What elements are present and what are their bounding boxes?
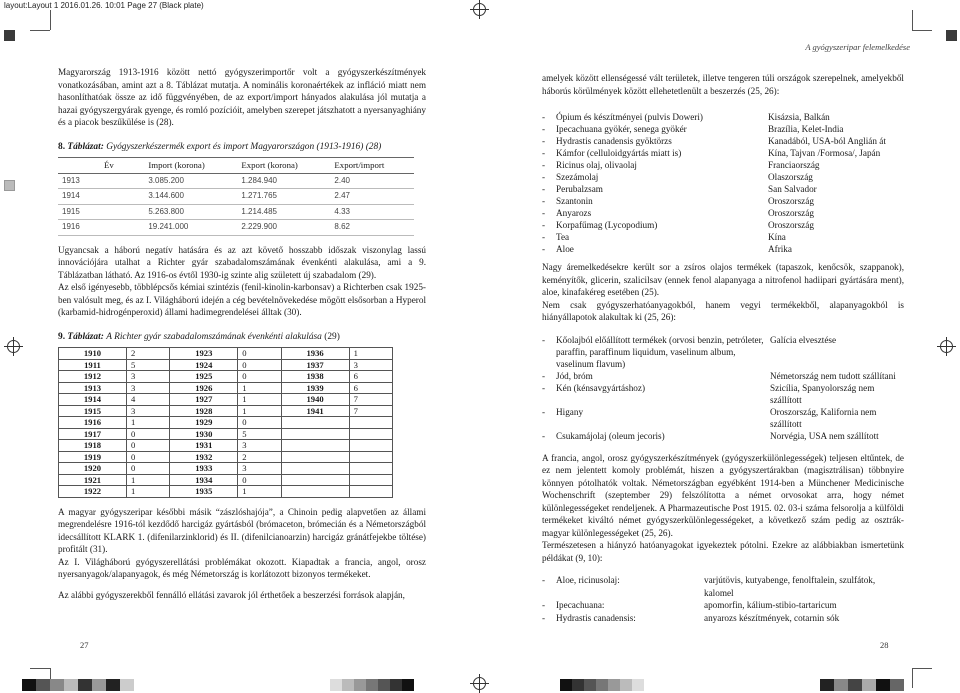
- list-item: [542, 574, 904, 599]
- list-item-value: Kína: [768, 232, 786, 242]
- table-cell: 0: [126, 440, 169, 452]
- list-item-label: Hydrastis canadensis:: [556, 612, 636, 623]
- table-cell: 1926: [170, 382, 238, 394]
- list-dash: -: [542, 600, 546, 610]
- list-item: [542, 430, 904, 442]
- list-dash: -: [542, 575, 546, 585]
- page-number-left: 27: [80, 640, 89, 650]
- table-cell: 3.085.200: [144, 173, 237, 189]
- table-row: [59, 417, 393, 429]
- list-item: [542, 111, 904, 123]
- table-cell: 2: [238, 451, 281, 463]
- table-9: [58, 347, 393, 498]
- crop-line: [912, 10, 913, 30]
- list-item-label: Aloe, ricinusolaj:: [556, 575, 620, 585]
- list-item-value: Afrika: [768, 244, 792, 254]
- list-item-label: Kőolajból előállított termékek (orvosi benzin, petróleter, paraffin, paraffinum liquidum, vaselinum album, vaselinum flavum): [556, 334, 764, 369]
- list-item-label: Kámfor (celluloidgyártás miatt is): [556, 148, 682, 158]
- list-dash: -: [542, 208, 546, 218]
- table-row: [58, 173, 414, 189]
- table-cell: 1941: [281, 405, 349, 417]
- table-label: Táblázat:: [67, 141, 104, 152]
- table-row: [59, 451, 393, 463]
- table-cell: 0: [126, 451, 169, 463]
- crop-square-icon: [4, 30, 15, 41]
- table-cell: 7: [349, 394, 392, 406]
- table-cell: 1932: [170, 451, 238, 463]
- table-row: [59, 405, 393, 417]
- color-bar-left: [22, 679, 134, 691]
- table-cell: 0: [238, 474, 281, 486]
- list-item-value: Franciaország: [768, 160, 820, 170]
- table-row: [58, 220, 414, 236]
- paragraph: Az I. Világháború gyógyszerellátási problémákat okozott. Kiapadtak a francia, angol, orosz nyersanyagok/alapanyagok, és még Németország is korlátozott bizonyos termékeket.: [58, 556, 426, 579]
- table-cell: 1937: [281, 359, 349, 371]
- table-cell: 1.271.765: [237, 189, 330, 205]
- table-cell: 1: [126, 486, 169, 498]
- list-item-label: Anyarozs: [556, 208, 592, 218]
- table-cell: 1934: [170, 474, 238, 486]
- table-cell: 1933: [170, 463, 238, 475]
- list-item-value: Szicília, Spanyolország nem szállított: [770, 382, 875, 405]
- list-item-label: Hydrastis canadensis gyöktörzs: [556, 136, 672, 146]
- list-item: [542, 159, 904, 171]
- table-cell: 5.263.800: [144, 204, 237, 220]
- list-item-value: Olaszország: [768, 172, 813, 182]
- list-item: [542, 334, 904, 370]
- table-cell: 1919: [59, 451, 127, 463]
- table-reference: (29): [324, 331, 340, 342]
- column-header: Export (korona): [237, 158, 330, 174]
- table-8-caption: [58, 141, 426, 154]
- registration-mark-icon: [473, 677, 486, 690]
- list-item-label: Korpafűmag (Lycopodium): [556, 220, 658, 230]
- color-bar-right: [560, 679, 644, 691]
- list-item-value: Oroszország, Kalifornia nem szállított: [770, 406, 877, 429]
- table-cell: 1929: [170, 417, 238, 429]
- table-number: 8.: [58, 141, 66, 152]
- list-dash: -: [542, 232, 546, 242]
- substitute-list: [542, 574, 904, 624]
- list-item-label: Jód, bróm: [556, 370, 593, 381]
- list-item: [542, 219, 904, 231]
- table-cell: 2.229.900: [237, 220, 330, 236]
- paragraph: Ugyancsak a háború negatív hatására és az azt követő hosszabb időszak viszonylag lassú innovációjára utalhat a Richter gyár szabadalomszámának évenkénti alakulása, ami a 9. Táblázatban látható. Az 1916-os évtől 1930-ig szinte alig született új szabadalom (29).: [58, 244, 426, 280]
- table-cell: 1928: [170, 405, 238, 417]
- table-cell: 5: [126, 359, 169, 371]
- list-dash: -: [542, 370, 546, 381]
- table-label: Táblázat:: [67, 331, 104, 342]
- list-item-value: San Salvador: [768, 184, 817, 194]
- list-dash: -: [542, 244, 546, 254]
- list-dash: -: [542, 382, 546, 393]
- crop-line: [30, 30, 50, 31]
- table-cell: 3: [238, 463, 281, 475]
- table-number: 9.: [58, 331, 66, 342]
- list-item: [542, 135, 904, 147]
- list-item-label: Ipecachuana gyökér, senega gyökér: [556, 124, 687, 134]
- list-item-value: apomorfin, kálium-stibio-tartaricum: [704, 600, 837, 610]
- table-cell: [281, 463, 349, 475]
- table-cell: 1: [126, 417, 169, 429]
- table-cell: [349, 440, 392, 452]
- table-cell: 1913: [58, 173, 144, 189]
- list-item: [542, 183, 904, 195]
- chemical-shortage-list: [542, 334, 904, 442]
- table-cell: [281, 417, 349, 429]
- list-item-value: varjútövis, kutyabenge, fenolftalein, szulfátok, kalomel: [704, 575, 876, 598]
- table-cell: [281, 451, 349, 463]
- list-item: [542, 243, 904, 255]
- table-title: A Richter gyár szabadalomszámának évenkénti alakulása: [106, 331, 322, 342]
- crop-line: [912, 668, 913, 688]
- list-item: [542, 195, 904, 207]
- table-row: [59, 348, 393, 360]
- list-dash: -: [542, 112, 546, 122]
- list-item: [542, 612, 904, 625]
- list-item: [542, 599, 904, 612]
- list-item-label: Perubalzsam: [556, 184, 603, 194]
- table-cell: 5: [238, 428, 281, 440]
- table-cell: 1918: [59, 440, 127, 452]
- table-cell: 1939: [281, 382, 349, 394]
- table-cell: 1936: [281, 348, 349, 360]
- table-cell: 4: [126, 394, 169, 406]
- table-cell: [349, 451, 392, 463]
- table-cell: 1921: [59, 474, 127, 486]
- table-cell: 0: [126, 428, 169, 440]
- paragraph: A magyar gyógyszeripar későbbi másik “zászlóshajója”, a Chinoin pedig alapvetően az állami megrendelésre 1916-tól kezdődő harcigáz gyártásból (brómaceton, brómecián és a Németországból idecsállított KLARK 1. (difenilarzinklorid) és II. (difenilcianoarzin) harcigáz gránátfejekbe töltése) profitált (31).: [58, 506, 426, 554]
- table-cell: 1922: [59, 486, 127, 498]
- table-cell: 1940: [281, 394, 349, 406]
- table-cell: 1935: [170, 486, 238, 498]
- list-item-value: Kína, Tajvan /Formosa/, Japán: [768, 148, 881, 158]
- paragraph: Magyarország 1913-1916 között nettó gyógyszerimportőr volt a gyógyszerkészítmények vonatkozásában, amint azt a 8. Táblázat mutatja. A nominális koronaértékek az infláció miatt nem hasonlíthatóak össze az idő függvényében, de az export/import hányados alakulása jól mutatja a hazai gyógyszergyárak gyenge, és romló pozícióit, amelyben szerepet játszhatott a nyersanyaghiány és a piacok beszűkülése is (28).: [58, 67, 426, 127]
- table-cell: 1927: [170, 394, 238, 406]
- table-cell: [349, 463, 392, 475]
- list-item-label: Szezámolaj: [556, 172, 599, 182]
- list-item-label: Kén (kénsavgyártáshoz): [556, 382, 646, 393]
- list-item: [542, 231, 904, 243]
- paragraph: Nem csak gyógyszerhatóanyagokból, hanem vegyi termékekből, alapanyagokból is hiányállapotok alakultak ki (25, 26):: [542, 299, 904, 322]
- table-cell: [349, 486, 392, 498]
- table-row: [59, 371, 393, 383]
- table-cell: 6: [349, 371, 392, 383]
- table-cell: 1916: [59, 417, 127, 429]
- table-cell: 2: [126, 348, 169, 360]
- list-item-value: Oroszország: [768, 208, 814, 218]
- table-cell: 0: [238, 359, 281, 371]
- registration-mark-icon: [473, 3, 486, 16]
- column-header: Export/import: [330, 158, 414, 174]
- list-item: [542, 171, 904, 183]
- table-row: [59, 463, 393, 475]
- table-cell: 1923: [170, 348, 238, 360]
- table-cell: 1914: [58, 189, 144, 205]
- table-cell: [281, 428, 349, 440]
- table-cell: 1.284.940: [237, 173, 330, 189]
- list-item-value: Kisázsia, Balkán: [768, 112, 830, 122]
- list-item-value: Oroszország: [768, 196, 814, 206]
- registration-mark-icon: [7, 340, 20, 353]
- list-dash: -: [542, 220, 546, 230]
- crop-square-icon: [4, 180, 15, 191]
- list-item-label: Csukamájolaj (oleum jecoris): [556, 430, 665, 441]
- list-item: [542, 382, 904, 406]
- list-dash: -: [542, 124, 546, 134]
- table-cell: 1916: [58, 220, 144, 236]
- table-cell: 1: [238, 394, 281, 406]
- paragraph: Az első igényesebb, többlépcsős kémiai szintézis (fenil-kinolin-karbonsav) a Richterben csak 1925-ben valósult meg, és az I. Világháború idején a cég bevételnövekedése mögött elsősorban a Hyperol (karbamid-hidrogénperoxid) állami hadimegrendelései álltak (30).: [58, 282, 426, 317]
- table-cell: 1915: [59, 405, 127, 417]
- list-item-label: Tea: [556, 232, 570, 242]
- table-cell: 1: [126, 474, 169, 486]
- table-cell: 3: [126, 405, 169, 417]
- list-item-value: Kanadából, USA-ból Anglián át: [768, 136, 886, 146]
- table-8: [58, 157, 414, 236]
- table-cell: 1925: [170, 371, 238, 383]
- list-dash: -: [542, 172, 546, 182]
- list-item: [542, 406, 904, 430]
- crop-line: [30, 668, 50, 669]
- table-row: [59, 486, 393, 498]
- paragraph: Az alábbi gyógyszerekből fennálló ellátási zavarok jól érthetőek a beszerzési források alapján,: [58, 589, 405, 600]
- import-source-list: [542, 111, 904, 255]
- table-row: [59, 382, 393, 394]
- table-cell: 1911: [59, 359, 127, 371]
- list-dash: -: [542, 334, 546, 345]
- table-cell: 1914: [59, 394, 127, 406]
- crop-square-icon: [946, 30, 957, 41]
- table-cell: 1: [238, 486, 281, 498]
- table-cell: 1: [349, 348, 392, 360]
- list-item: [542, 123, 904, 135]
- crop-line: [50, 10, 51, 30]
- table-cell: 2.47: [330, 189, 414, 205]
- paragraph: amelyek között ellenségessé vált területek, illetve tengeren túli országok szerepelnek, amelyekből háborús körülmények között ellehetetlenült a beszerzés (25, 26):: [542, 73, 904, 96]
- crop-line: [912, 30, 932, 31]
- list-item-label: Aloe: [556, 244, 574, 254]
- table-cell: 1: [238, 382, 281, 394]
- table-row: [59, 474, 393, 486]
- running-head: A gyógyszeripar felemelkedése: [805, 42, 910, 52]
- table-cell: 1910: [59, 348, 127, 360]
- list-dash: -: [542, 148, 546, 158]
- list-item-label: Higany: [556, 406, 584, 417]
- color-bar-far-right: [820, 679, 904, 691]
- table-cell: 3: [349, 359, 392, 371]
- table-cell: 0: [126, 463, 169, 475]
- list-item: [542, 207, 904, 219]
- list-dash: -: [542, 612, 546, 623]
- paragraph: A francia, angol, orosz gyógyszerkészítmények (gyógyszerkülönlegességek) teljesen eltűntek, de ez nem jelentett komoly problémát, hiszen a gyógyszertárakban (magisztrálisan) többnyire könnyen pótolhatók voltak. Németországban egyébként 1914-ben a Münchener Medicinische Wochenschrift (szeptember 29) felszólította a német orvosokat arra, hogy német különlegességeket rendeljenek. A Pharmazeutische Post 1915. 02. 03-i száma felsorolja a külföldi termékeket kiváltó német gyógyszerkülönlegességeket, a következő szám pedig az osztrák-magyar különlegességeket (25, 26).: [542, 452, 904, 538]
- table-cell: 3: [126, 382, 169, 394]
- table-cell: 4.33: [330, 204, 414, 220]
- table-row: [58, 204, 414, 220]
- crop-line: [912, 668, 932, 669]
- table-title: Gyógyszerkészermék export és import Magyarországon (1913-1916) (28): [106, 141, 382, 152]
- table-cell: 1931: [170, 440, 238, 452]
- list-item-value: Oroszország: [768, 220, 814, 230]
- table-cell: 1: [238, 405, 281, 417]
- list-dash: -: [542, 406, 546, 417]
- table-cell: [281, 486, 349, 498]
- table-cell: 1915: [58, 204, 144, 220]
- paragraph: Természetesen a hiányzó hatóanyagokat igyekeztek pótolni. Ezekre az alábbiakban ismertetünk példákat (9, 10):: [542, 540, 904, 563]
- list-item-label: Ricinus olaj, olivaolaj: [556, 160, 637, 170]
- color-bar-mid: [330, 679, 414, 691]
- table-row: [59, 394, 393, 406]
- table-row: [59, 359, 393, 371]
- table-cell: 8.62: [330, 220, 414, 236]
- table-9-caption: [58, 331, 426, 344]
- table-cell: 3: [126, 371, 169, 383]
- list-item-value: Galícia elvesztése: [770, 334, 837, 345]
- table-cell: 0: [238, 348, 281, 360]
- table-cell: 1930: [170, 428, 238, 440]
- table-cell: 0: [238, 371, 281, 383]
- table-cell: [281, 440, 349, 452]
- table-cell: 0: [238, 417, 281, 429]
- list-dash: -: [542, 196, 546, 206]
- table-cell: 6: [349, 382, 392, 394]
- table-cell: 1920: [59, 463, 127, 475]
- table-cell: 1924: [170, 359, 238, 371]
- table-cell: [349, 428, 392, 440]
- table-cell: 1.214.485: [237, 204, 330, 220]
- left-page-column: [58, 66, 426, 601]
- table-cell: 3: [238, 440, 281, 452]
- list-item-value: Norvégia, USA nem szállított: [770, 430, 879, 441]
- table-cell: 7: [349, 405, 392, 417]
- column-header: Import (korona): [144, 158, 237, 174]
- list-item-value: Brazília, Kelet-India: [768, 124, 844, 134]
- list-item-value: anyarozs készítmények, cotarnin sók: [704, 612, 840, 623]
- table-cell: 3.144.600: [144, 189, 237, 205]
- list-dash: -: [542, 160, 546, 170]
- table-cell: 1912: [59, 371, 127, 383]
- column-header: Év: [58, 158, 144, 174]
- table-cell: [349, 474, 392, 486]
- table-row: [59, 428, 393, 440]
- list-item-label: Ópium és készítményei (pulvis Doweri): [556, 112, 703, 122]
- list-dash: -: [542, 136, 546, 146]
- table-row: [59, 440, 393, 452]
- table-cell: [281, 474, 349, 486]
- list-item-label: Ipecachuana:: [556, 600, 605, 610]
- table-cell: 19.241.000: [144, 220, 237, 236]
- table-cell: 1938: [281, 371, 349, 383]
- right-page-column: [542, 72, 904, 630]
- table-cell: [349, 417, 392, 429]
- table-cell: 1917: [59, 428, 127, 440]
- list-dash: -: [542, 184, 546, 194]
- table-cell: 2.40: [330, 173, 414, 189]
- list-item: [542, 147, 904, 159]
- list-item-label: Szantonin: [556, 196, 593, 206]
- page-number-right: 28: [880, 640, 889, 650]
- paragraph: Nagy áremelkedésekre került sor a zsíros olajos termékek (tapaszok, kenőcsök, szappanok), keményítők, glicerin, szalicilsav (ennek fenol alapanyaga a nitrofenol hadiipari gyártására ment), aloe, kinafakéreg esetében (25).: [542, 262, 904, 297]
- list-dash: -: [542, 430, 546, 441]
- list-item: [542, 370, 904, 382]
- table-row: [58, 189, 414, 205]
- list-item-value: Németország nem tudott szállítani: [770, 370, 896, 381]
- table-cell: 1913: [59, 382, 127, 394]
- print-slug: layout:Layout 1 2016.01.26. 10:01 Page 27 (Black plate): [4, 1, 204, 10]
- registration-mark-icon: [940, 340, 953, 353]
